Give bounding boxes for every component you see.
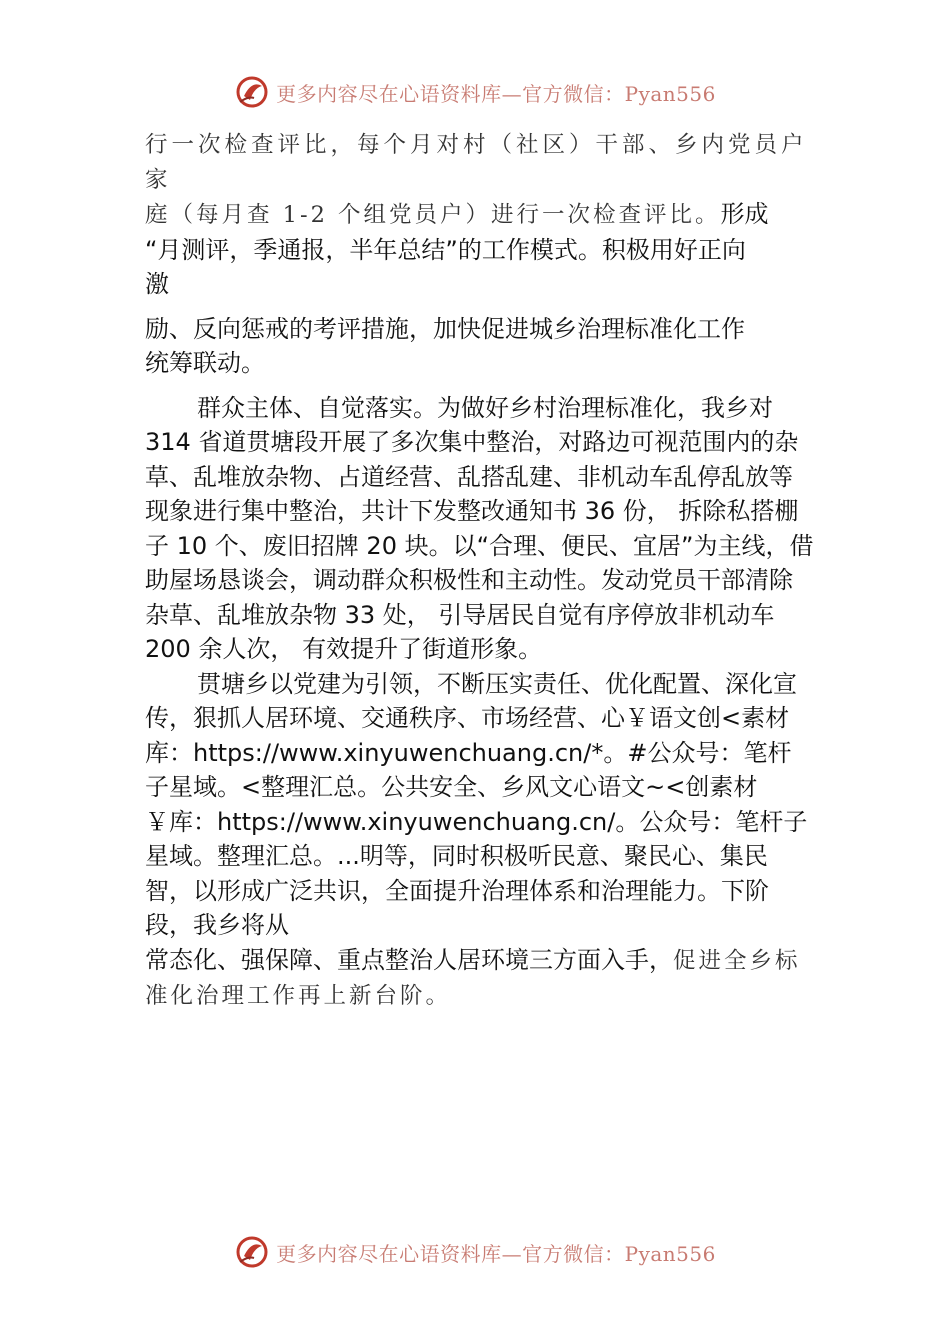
header-banner: [0, 70, 950, 114]
text-line: 行一次检查评比，每个月对村（社区）干部、乡内党员户家: [145, 132, 808, 193]
text-line: [145, 197, 815, 233]
document-body: [145, 128, 815, 1014]
text-span-light: 庭（每月查 1-2 个组党员户）进行一次检查评比。: [145, 202, 721, 228]
logo-icon: [234, 1234, 270, 1270]
text-line: “月测评，季通报，半年总结”的工作模式。积极用好正向: [145, 235, 746, 264]
text-span: 常态化、强保障、重点整治人居环境三方面入手，: [145, 945, 673, 974]
text-line: 励、反向惩戒的考评措施，加快促进城乡治理标准化工作: [145, 314, 745, 343]
text-span-light: 促进全乡标准化治理工作再上新台阶。: [145, 947, 801, 1009]
text-line: 激: [145, 270, 169, 298]
paragraph-masses: 群众主体、自觉落实。为做好乡村治理标准化，我乡对 314 省道贯塘段开展了多次集中整治，对路边可视范围内的杂草、乱堆放杂物、占道经营、乱搭乱建、非机动车乱停乱放等现象进行集中整治，共计下发整改通知书 36 份， 拆除私搭棚子 10 个、废旧招牌 20 块。以“合理、便民、宜居”为主线，借助屋场恳谈会，调动群众积极性和主动性。发动党员干部清除杂草、乱堆放杂物 33 处， 引导居民自觉有序停放非机动车 200 余人次， 有效提升了街道形象。: [145, 393, 814, 663]
footer-banner: [0, 1230, 950, 1274]
text-line: 统筹联动。: [145, 349, 265, 377]
footer-text: 更多内容尽在心语资料库—官方微信：Pyan556: [276, 1241, 716, 1266]
paragraph-conclusion: [145, 943, 815, 1014]
text-span: 形成: [720, 200, 769, 228]
logo-icon: [234, 74, 270, 110]
paragraph-guantang: 贯塘乡以党建为引领，不断压实责任、优化配置、深化宣传，狠抓人居环境、交通秩序、市场经营、心￥语文创<素材库：https://www.xinyuwenchuang.cn/*。#公众号：笔杆子星域。<整理汇总。公共安全、乡风文心语文~<创素材￥库：https://www.xinyuwenchuang.cn/。公众号：笔杆子星域。整理汇总。...明等，同时积极听民意、聚民心、集民智，以形成广泛共识，全面提升治理体系和治理能力。下阶段，我乡将从: [145, 669, 808, 939]
header-text: 更多内容尽在心语资料库—官方微信：Pyan556: [276, 81, 716, 106]
